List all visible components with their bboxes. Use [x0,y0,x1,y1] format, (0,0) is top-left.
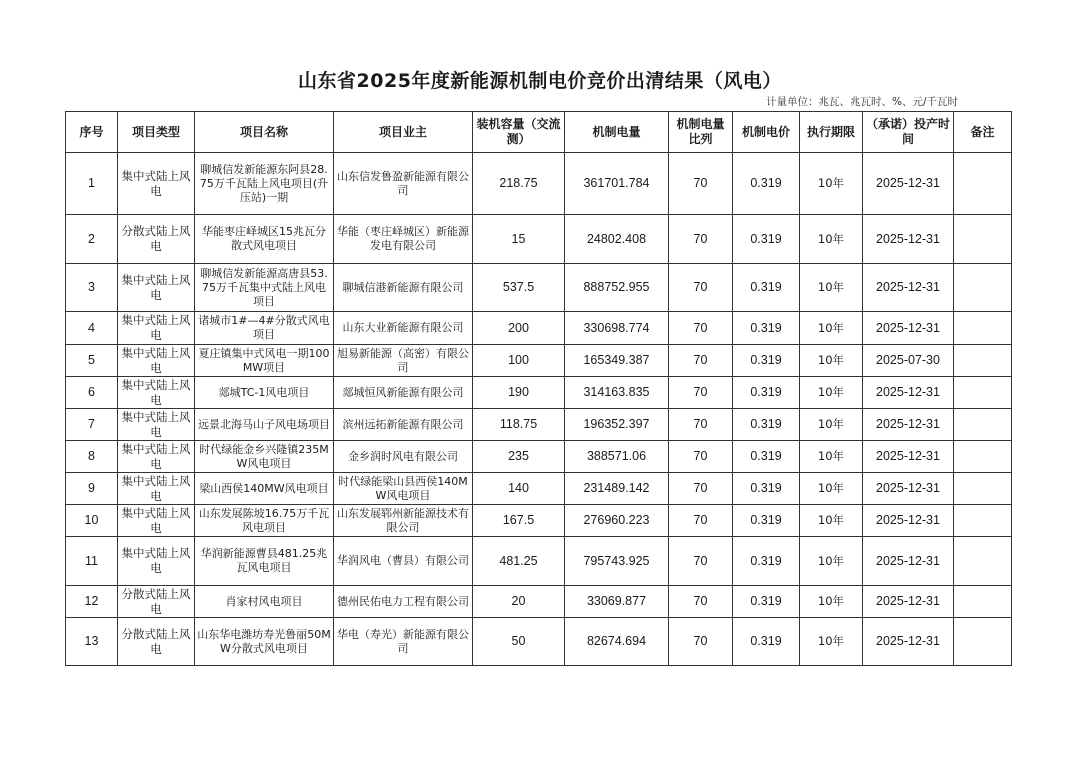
header-price: 机制电价 [733,112,800,153]
cell-price: 0.319 [733,618,800,666]
cell-price: 0.319 [733,537,800,586]
cell-energy: 276960.223 [565,505,669,537]
cell-price: 0.319 [733,505,800,537]
cell-date: 2025-12-31 [863,153,954,215]
cell-remark [954,618,1012,666]
unit-note: 计量单位：兆瓦、兆瓦时、%、元/千瓦时 [765,96,958,108]
cell-price: 0.319 [733,409,800,441]
table-row [66,618,1012,666]
table-row [66,345,1012,377]
cell-owner: 山东信发鲁盈新能源有限公司 [334,153,473,215]
cell-capacity: 15 [473,215,565,264]
cell-date: 2025-12-31 [863,377,954,409]
cell-name: 诸城市1#—4#分散式风电项目 [195,312,334,345]
cell-remark [954,264,1012,312]
cell-ratio: 70 [669,345,733,377]
cell-type: 集中式陆上风电 [118,264,195,312]
cell-owner: 金乡润时风电有限公司 [334,441,473,473]
cell-type: 集中式陆上风电 [118,153,195,215]
cell-capacity: 218.75 [473,153,565,215]
cell-date: 2025-12-31 [863,264,954,312]
cell-remark [954,377,1012,409]
cell-date: 2025-12-31 [863,473,954,505]
cell-price: 0.319 [733,345,800,377]
cell-name: 肖家村风电项目 [195,586,334,618]
cell-ratio: 70 [669,618,733,666]
cell-owner: 聊城信港新能源有限公司 [334,264,473,312]
cell-period: 10年 [800,409,863,441]
cell-period: 10年 [800,215,863,264]
cell-name: 夏庄镇集中式风电一期100MW项目 [195,345,334,377]
cell-capacity: 100 [473,345,565,377]
cell-price: 0.319 [733,153,800,215]
cell-type: 集中式陆上风电 [118,377,195,409]
cell-type: 分散式陆上风电 [118,215,195,264]
cell-remark [954,537,1012,586]
cell-energy: 165349.387 [565,345,669,377]
cell-seq: 13 [66,618,118,666]
cell-name: 华润新能源曹县481.25兆瓦风电项目 [195,537,334,586]
cell-capacity: 200 [473,312,565,345]
cell-seq: 5 [66,345,118,377]
cell-owner: 华能（枣庄峄城区）新能源发电有限公司 [334,215,473,264]
header-date: （承诺）投产时间 [863,112,954,153]
cell-seq: 9 [66,473,118,505]
cell-energy: 361701.784 [565,153,669,215]
cell-price: 0.319 [733,264,800,312]
cell-capacity: 20 [473,586,565,618]
table-row [66,505,1012,537]
cell-remark [954,153,1012,215]
cell-ratio: 70 [669,409,733,441]
cell-capacity: 167.5 [473,505,565,537]
cell-energy: 196352.397 [565,409,669,441]
cell-name: 时代绿能金乡兴隆镇235MW风电项目 [195,441,334,473]
cell-capacity: 118.75 [473,409,565,441]
header-type: 项目类型 [118,112,195,153]
cell-type: 集中式陆上风电 [118,505,195,537]
cell-energy: 82674.694 [565,618,669,666]
cell-owner: 山东大业新能源有限公司 [334,312,473,345]
cell-seq: 4 [66,312,118,345]
cell-seq: 12 [66,586,118,618]
cell-owner: 德州民佑电力工程有限公司 [334,586,473,618]
cell-capacity: 140 [473,473,565,505]
table-row [66,586,1012,618]
table-row [66,377,1012,409]
cell-period: 10年 [800,618,863,666]
cell-type: 集中式陆上风电 [118,537,195,586]
cell-date: 2025-07-30 [863,345,954,377]
cell-ratio: 70 [669,215,733,264]
cell-date: 2025-12-31 [863,618,954,666]
cell-name: 山东发展陈坡16.75万千瓦风电项目 [195,505,334,537]
cell-ratio: 70 [669,264,733,312]
cell-remark [954,312,1012,345]
cell-period: 10年 [800,473,863,505]
cell-seq: 7 [66,409,118,441]
cell-name: 聊城信发新能源高唐县53.75万千瓦集中式陆上风电项目 [195,264,334,312]
cell-owner: 旭易新能源（高密）有限公司 [334,345,473,377]
cell-owner: 华润风电（曹县）有限公司 [334,537,473,586]
table-row [66,473,1012,505]
cell-period: 10年 [800,505,863,537]
cell-ratio: 70 [669,153,733,215]
cell-owner: 时代绿能梁山县西侯140MW风电项目 [334,473,473,505]
cell-capacity: 481.25 [473,537,565,586]
cell-owner: 华电（寿光）新能源有限公司 [334,618,473,666]
header-name: 项目名称 [195,112,334,153]
header-energy: 机制电量 [565,112,669,153]
cell-capacity: 235 [473,441,565,473]
cell-price: 0.319 [733,377,800,409]
cell-owner: 郯城恒风新能源有限公司 [334,377,473,409]
cell-owner: 滨州远拓新能源有限公司 [334,409,473,441]
header-owner: 项目业主 [334,112,473,153]
cell-ratio: 70 [669,441,733,473]
cell-type: 分散式陆上风电 [118,586,195,618]
cell-type: 集中式陆上风电 [118,345,195,377]
table-row [66,153,1012,215]
cell-remark [954,473,1012,505]
cell-name: 郯城TC-1风电项目 [195,377,334,409]
cell-ratio: 70 [669,537,733,586]
cell-seq: 11 [66,537,118,586]
cell-period: 10年 [800,537,863,586]
cell-remark [954,505,1012,537]
cell-seq: 8 [66,441,118,473]
cell-date: 2025-12-31 [863,312,954,345]
table-row [66,264,1012,312]
cell-price: 0.319 [733,441,800,473]
cell-period: 10年 [800,345,863,377]
cell-ratio: 70 [669,312,733,345]
cell-energy: 314163.835 [565,377,669,409]
cell-price: 0.319 [733,586,800,618]
cell-seq: 6 [66,377,118,409]
cell-type: 集中式陆上风电 [118,441,195,473]
cell-seq: 10 [66,505,118,537]
cell-ratio: 70 [669,586,733,618]
cell-period: 10年 [800,377,863,409]
table-header-row [66,112,1012,153]
cell-remark [954,409,1012,441]
cell-period: 10年 [800,441,863,473]
cell-period: 10年 [800,586,863,618]
cell-price: 0.319 [733,215,800,264]
cell-ratio: 70 [669,377,733,409]
cell-period: 10年 [800,264,863,312]
cell-remark [954,441,1012,473]
cell-price: 0.319 [733,473,800,505]
cell-remark [954,586,1012,618]
document-title: 山东省2025年度新能源机制电价竞价出清结果（风电） [298,70,782,92]
cell-energy: 795743.925 [565,537,669,586]
cell-capacity: 50 [473,618,565,666]
cell-type: 集中式陆上风电 [118,409,195,441]
cell-type: 分散式陆上风电 [118,618,195,666]
cell-owner: 山东发展郓州新能源技术有限公司 [334,505,473,537]
header-capacity: 装机容量（交流测） [473,112,565,153]
cell-date: 2025-12-31 [863,505,954,537]
cell-type: 集中式陆上风电 [118,312,195,345]
header-ratio: 机制电量比列 [669,112,733,153]
cell-energy: 231489.142 [565,473,669,505]
header-seq: 序号 [66,112,118,153]
cell-remark [954,215,1012,264]
table-row [66,215,1012,264]
header-remark: 备注 [954,112,1012,153]
cell-energy: 888752.955 [565,264,669,312]
cell-energy: 33069.877 [565,586,669,618]
cell-name: 华能枣庄峄城区15兆瓦分散式风电项目 [195,215,334,264]
cell-period: 10年 [800,312,863,345]
cell-ratio: 70 [669,505,733,537]
cell-date: 2025-12-31 [863,409,954,441]
cell-date: 2025-12-31 [863,441,954,473]
results-table [65,111,1012,666]
cell-date: 2025-12-31 [863,537,954,586]
cell-name: 梁山西侯140MW风电项目 [195,473,334,505]
cell-name: 远景北海马山子风电场项目 [195,409,334,441]
cell-date: 2025-12-31 [863,586,954,618]
cell-name: 山东华电潍坊寿光鲁丽50MW分散式风电项目 [195,618,334,666]
table-row [66,409,1012,441]
cell-seq: 2 [66,215,118,264]
cell-remark [954,345,1012,377]
cell-date: 2025-12-31 [863,215,954,264]
cell-seq: 3 [66,264,118,312]
header-period: 执行期限 [800,112,863,153]
cell-capacity: 537.5 [473,264,565,312]
cell-energy: 388571.06 [565,441,669,473]
cell-energy: 24802.408 [565,215,669,264]
cell-capacity: 190 [473,377,565,409]
cell-type: 集中式陆上风电 [118,473,195,505]
table-row [66,537,1012,586]
cell-ratio: 70 [669,473,733,505]
cell-name: 聊城信发新能源东阿县28.75万千瓦陆上风电项目(升压站)一期 [195,153,334,215]
cell-price: 0.319 [733,312,800,345]
table-row [66,441,1012,473]
table-row [66,312,1012,345]
cell-seq: 1 [66,153,118,215]
cell-period: 10年 [800,153,863,215]
cell-energy: 330698.774 [565,312,669,345]
